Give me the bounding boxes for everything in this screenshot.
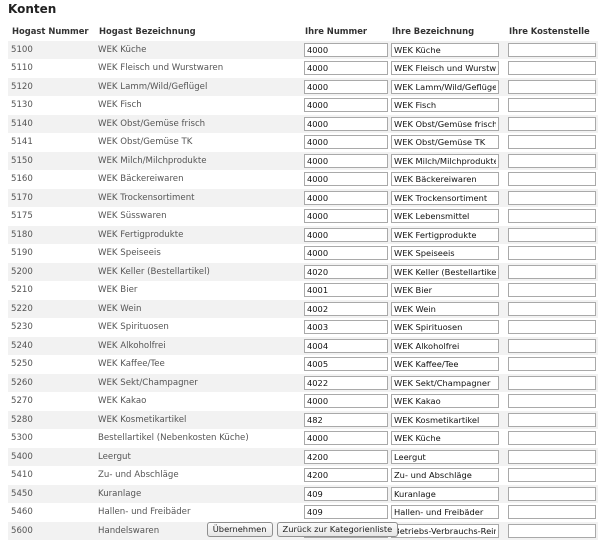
hogast-bezeichnung-cell: WEK Küche [95, 41, 301, 59]
ihre-nummer-input[interactable] [304, 61, 388, 75]
ihre-bezeichnung-cell [388, 133, 505, 152]
table-row [8, 59, 598, 78]
ihre-nummer-cell [301, 96, 388, 115]
hogast-nummer-cell: 5160 [8, 170, 95, 189]
hogast-bezeichnung-cell: Zu- und Abschläge [95, 466, 301, 485]
ihre-nummer-cell [301, 337, 388, 356]
ihre-kostenstelle-cell [505, 448, 598, 467]
table-header-row [8, 21, 598, 41]
table-row [8, 189, 598, 208]
hogast-nummer-cell: 5270 [8, 392, 95, 411]
ihre-bezeichnung-cell [388, 448, 505, 467]
ihre-kostenstelle-cell [505, 485, 598, 504]
ihre-bezeichnung-input[interactable] [391, 117, 499, 131]
ihre-nummer-input[interactable] [304, 468, 388, 482]
ihre-nummer-input[interactable] [304, 43, 388, 57]
ihre-bezeichnung-cell [388, 41, 505, 59]
table-row [8, 318, 598, 337]
ihre-bezeichnung-cell [388, 318, 505, 337]
ihre-nummer-input[interactable] [304, 135, 388, 149]
hogast-bezeichnung-cell: WEK Keller (Bestellartikel) [95, 263, 301, 282]
hogast-bezeichnung-cell: WEK Spirituosen [95, 318, 301, 337]
ihre-bezeichnung-cell [388, 170, 505, 189]
ihre-kostenstelle-input[interactable] [508, 61, 596, 75]
hogast-bezeichnung-cell: WEK Fertigprodukte [95, 226, 301, 245]
table-row [8, 170, 598, 189]
ihre-kostenstelle-cell [505, 429, 598, 448]
ihre-nummer-input[interactable] [304, 80, 388, 94]
ihre-nummer-input[interactable] [304, 376, 388, 390]
hogast-nummer-cell: 5140 [8, 115, 95, 134]
ihre-nummer-input[interactable] [304, 228, 388, 242]
table-row [8, 41, 598, 59]
ihre-nummer-cell [301, 466, 388, 485]
ihre-nummer-cell [301, 318, 388, 337]
ihre-nummer-cell [301, 411, 388, 430]
table-row [8, 411, 598, 430]
ihre-nummer-input[interactable] [304, 246, 388, 260]
table-row [8, 281, 598, 300]
ihre-bezeichnung-cell [388, 392, 505, 411]
ihre-bezeichnung-input[interactable] [391, 154, 499, 168]
ihre-kostenstelle-cell [505, 189, 598, 208]
ihre-bezeichnung-input[interactable] [391, 228, 499, 242]
hogast-bezeichnung-cell: WEK Wein [95, 300, 301, 319]
ihre-nummer-cell [301, 244, 388, 263]
ihre-nummer-input[interactable] [304, 302, 388, 316]
hogast-nummer-cell: 5190 [8, 244, 95, 263]
ihre-bezeichnung-input[interactable] [391, 376, 499, 390]
ihre-kostenstelle-input[interactable] [508, 431, 596, 445]
hogast-nummer-cell: 5110 [8, 59, 95, 78]
ihre-bezeichnung-input[interactable] [391, 61, 499, 75]
table-row [8, 78, 598, 97]
ihre-kostenstelle-cell [505, 41, 598, 59]
hogast-bezeichnung-cell: WEK Süsswaren [95, 207, 301, 226]
hogast-bezeichnung-cell: WEK Speiseeis [95, 244, 301, 263]
ihre-kostenstelle-cell [505, 300, 598, 319]
ihre-bezeichnung-cell [388, 207, 505, 226]
ihre-nummer-cell [301, 281, 388, 300]
ihre-nummer-cell [301, 152, 388, 171]
ihre-bezeichnung-cell [388, 300, 505, 319]
table-row [8, 226, 598, 245]
ihre-nummer-input[interactable] [304, 283, 388, 297]
ihre-bezeichnung-cell [388, 374, 505, 393]
hogast-nummer-cell: 5100 [8, 41, 95, 59]
table-row [8, 448, 598, 467]
ihre-nummer-cell [301, 170, 388, 189]
hogast-nummer-cell: 5280 [8, 411, 95, 430]
ihre-bezeichnung-input[interactable] [391, 172, 499, 186]
ihre-kostenstelle-cell [505, 96, 598, 115]
hogast-bezeichnung-cell: WEK Bäckereiwaren [95, 170, 301, 189]
hogast-nummer-cell: 5260 [8, 374, 95, 393]
ihre-nummer-cell [301, 448, 388, 467]
hogast-bezeichnung-cell: WEK Trockensortiment [95, 189, 301, 208]
ihre-nummer-input[interactable] [304, 320, 388, 334]
ihre-kostenstelle-cell [505, 411, 598, 430]
ihre-kostenstelle-input[interactable] [508, 468, 596, 482]
hogast-bezeichnung-cell: WEK Fleisch und Wurstwaren [95, 59, 301, 78]
header-ihre-nummer: Ihre Nummer [305, 26, 368, 36]
ihre-nummer-cell [301, 115, 388, 134]
ihre-bezeichnung-cell [388, 59, 505, 78]
ihre-bezeichnung-input[interactable] [391, 394, 499, 408]
ihre-kostenstelle-input[interactable] [508, 209, 596, 223]
ihre-kostenstelle-input[interactable] [508, 339, 596, 353]
ihre-bezeichnung-input[interactable] [391, 246, 499, 260]
ihre-kostenstelle-input[interactable] [508, 246, 596, 260]
ihre-bezeichnung-input[interactable] [391, 339, 499, 353]
ihre-kostenstelle-cell [505, 170, 598, 189]
hogast-bezeichnung-cell: Hallen- und Freibäder [95, 503, 301, 522]
table-row [8, 374, 598, 393]
ihre-kostenstelle-input[interactable] [508, 43, 596, 57]
ihre-bezeichnung-cell [388, 429, 505, 448]
ihre-nummer-cell [301, 355, 388, 374]
hogast-nummer-cell: 5460 [8, 503, 95, 522]
ihre-nummer-cell [301, 59, 388, 78]
hogast-nummer-cell: 5175 [8, 207, 95, 226]
header-hogast-bezeichnung: Hogast Bezeichnung [99, 26, 196, 36]
ihre-nummer-input[interactable] [304, 172, 388, 186]
ihre-nummer-input[interactable] [304, 413, 388, 427]
ihre-bezeichnung-input[interactable] [391, 191, 499, 205]
ihre-bezeichnung-cell [388, 226, 505, 245]
ihre-kostenstelle-cell [505, 318, 598, 337]
hogast-bezeichnung-cell: Leergut [95, 448, 301, 467]
ihre-kostenstelle-cell [505, 392, 598, 411]
ihre-nummer-input[interactable] [304, 339, 388, 353]
ihre-nummer-cell [301, 503, 388, 522]
hogast-nummer-cell: 5210 [8, 281, 95, 300]
ihre-bezeichnung-cell [388, 96, 505, 115]
hogast-nummer-cell: 5600 [8, 522, 95, 541]
ihre-bezeichnung-input[interactable] [391, 450, 499, 464]
hogast-bezeichnung-cell: WEK Obst/Gemüse frisch [95, 115, 301, 134]
ihre-nummer-cell [301, 429, 388, 448]
ihre-kostenstelle-input[interactable] [508, 487, 596, 501]
ihre-bezeichnung-input[interactable] [391, 283, 499, 297]
ihre-kostenstelle-cell [505, 226, 598, 245]
hogast-bezeichnung-cell: WEK Obst/Gemüse TK [95, 133, 301, 152]
hogast-nummer-cell: 5230 [8, 318, 95, 337]
ihre-kostenstelle-input[interactable] [508, 450, 596, 464]
ihre-bezeichnung-input[interactable] [391, 80, 499, 94]
ihre-bezeichnung-input[interactable] [391, 357, 499, 371]
hogast-nummer-cell: 5220 [8, 300, 95, 319]
hogast-bezeichnung-cell: WEK Milch/Milchprodukte [95, 152, 301, 171]
ihre-kostenstelle-cell [505, 115, 598, 134]
ihre-bezeichnung-input[interactable] [391, 505, 499, 519]
ihre-kostenstelle-cell [505, 466, 598, 485]
table-row [8, 96, 598, 115]
ihre-kostenstelle-input[interactable] [508, 80, 596, 94]
hogast-nummer-cell: 5141 [8, 133, 95, 152]
table-row [8, 503, 598, 522]
table-row [8, 429, 598, 448]
table-row [8, 466, 598, 485]
ihre-bezeichnung-input[interactable] [391, 302, 499, 316]
ihre-bezeichnung-input[interactable] [391, 43, 499, 57]
ihre-kostenstelle-input[interactable] [508, 98, 596, 112]
ihre-kostenstelle-input[interactable] [508, 117, 596, 131]
ihre-kostenstelle-cell [505, 281, 598, 300]
table-row [8, 485, 598, 504]
ihre-kostenstelle-cell [505, 337, 598, 356]
hogast-nummer-cell: 5200 [8, 263, 95, 282]
hogast-bezeichnung-cell: WEK Alkoholfrei [95, 337, 301, 356]
ihre-kostenstelle-input[interactable] [508, 394, 596, 408]
ihre-bezeichnung-cell [388, 244, 505, 263]
table-row [8, 392, 598, 411]
ihre-nummer-cell [301, 41, 388, 59]
ihre-bezeichnung-input[interactable] [391, 209, 499, 223]
table-row [8, 115, 598, 134]
ihre-bezeichnung-cell [388, 503, 505, 522]
ihre-bezeichnung-cell [388, 263, 505, 282]
ihre-kostenstelle-cell [505, 133, 598, 152]
hogast-nummer-cell: 5170 [8, 189, 95, 208]
ihre-nummer-input[interactable] [304, 357, 388, 371]
hogast-nummer-cell: 5450 [8, 485, 95, 504]
table-row [8, 300, 598, 319]
hogast-nummer-cell: 5150 [8, 152, 95, 171]
ihre-nummer-input[interactable] [304, 505, 388, 519]
hogast-bezeichnung-cell: Handelswaren [95, 522, 301, 541]
ihre-bezeichnung-cell [388, 337, 505, 356]
ihre-bezeichnung-cell [388, 355, 505, 374]
ihre-kostenstelle-cell [505, 59, 598, 78]
submit-button[interactable]: Übernehmen [207, 522, 273, 537]
ihre-nummer-cell [301, 374, 388, 393]
ihre-nummer-input[interactable] [304, 431, 388, 445]
ihre-bezeichnung-input[interactable] [391, 320, 499, 334]
ihre-kostenstelle-input[interactable] [508, 265, 596, 279]
page-title: Konten [8, 2, 57, 16]
ihre-kostenstelle-cell [505, 374, 598, 393]
header-ihre-bezeichnung: Ihre Bezeichnung [392, 26, 475, 36]
ihre-kostenstelle-input[interactable] [508, 320, 596, 334]
table-row [8, 337, 598, 356]
ihre-bezeichnung-input[interactable] [391, 487, 499, 501]
ihre-kostenstelle-cell [505, 207, 598, 226]
ihre-kostenstelle-cell [505, 152, 598, 171]
table-row [8, 207, 598, 226]
ihre-bezeichnung-input[interactable] [391, 265, 499, 279]
table-row [8, 133, 598, 152]
hogast-nummer-cell: 5130 [8, 96, 95, 115]
hogast-bezeichnung-cell: WEK Kosmetikartikel [95, 411, 301, 430]
hogast-nummer-cell: 5400 [8, 448, 95, 467]
ihre-nummer-cell [301, 263, 388, 282]
hogast-nummer-cell: 5250 [8, 355, 95, 374]
ihre-kostenstelle-input[interactable] [508, 172, 596, 186]
konten-table [8, 21, 598, 541]
ihre-bezeichnung-cell [388, 189, 505, 208]
table-row [8, 244, 598, 263]
ihre-bezeichnung-cell [388, 466, 505, 485]
ihre-kostenstelle-input[interactable] [508, 357, 596, 371]
ihre-nummer-input[interactable] [304, 117, 388, 131]
hogast-bezeichnung-cell: WEK Fisch [95, 96, 301, 115]
ihre-nummer-cell [301, 485, 388, 504]
ihre-bezeichnung-cell [388, 411, 505, 430]
ihre-bezeichnung-cell [388, 78, 505, 97]
ihre-nummer-input[interactable] [304, 265, 388, 279]
header-hogast-nummer: Hogast Nummer [12, 26, 89, 36]
ihre-bezeichnung-cell [388, 485, 505, 504]
ihre-kostenstelle-input[interactable] [508, 413, 596, 427]
ihre-kostenstelle-input[interactable] [508, 228, 596, 242]
hogast-nummer-cell: 5180 [8, 226, 95, 245]
hogast-bezeichnung-cell: WEK Bier [95, 281, 301, 300]
back-to-categories-button[interactable]: Zurück zur Kategorienliste [277, 522, 399, 537]
ihre-kostenstelle-cell [505, 263, 598, 282]
button-row [0, 522, 605, 537]
ihre-nummer-cell [301, 189, 388, 208]
ihre-nummer-input[interactable] [304, 394, 388, 408]
ihre-bezeichnung-input[interactable] [391, 468, 499, 482]
hogast-bezeichnung-cell: WEK Kakao [95, 392, 301, 411]
ihre-bezeichnung-input[interactable] [391, 413, 499, 427]
ihre-kostenstelle-input[interactable] [508, 376, 596, 390]
ihre-nummer-input[interactable] [304, 98, 388, 112]
hogast-nummer-cell: 5410 [8, 466, 95, 485]
ihre-nummer-cell [301, 392, 388, 411]
hogast-bezeichnung-cell: Kuranlage [95, 485, 301, 504]
ihre-bezeichnung-cell [388, 115, 505, 134]
ihre-bezeichnung-cell [388, 152, 505, 171]
ihre-bezeichnung-cell [388, 281, 505, 300]
hogast-bezeichnung-cell: Bestellartikel (Nebenkosten Küche) [95, 429, 301, 448]
ihre-nummer-input[interactable] [304, 209, 388, 223]
ihre-kostenstelle-input[interactable] [508, 505, 596, 519]
table-row [8, 263, 598, 282]
ihre-kostenstelle-cell [505, 355, 598, 374]
ihre-kostenstelle-input[interactable] [508, 283, 596, 297]
hogast-bezeichnung-cell: WEK Kaffee/Tee [95, 355, 301, 374]
ihre-kostenstelle-input[interactable] [508, 154, 596, 168]
ihre-nummer-cell [301, 207, 388, 226]
ihre-nummer-cell [301, 133, 388, 152]
hogast-bezeichnung-cell: WEK Lamm/Wild/Geflügel [95, 78, 301, 97]
hogast-bezeichnung-cell: WEK Sekt/Champagner [95, 374, 301, 393]
hogast-nummer-cell: 5300 [8, 429, 95, 448]
table-row [8, 355, 598, 374]
ihre-kostenstelle-cell [505, 244, 598, 263]
ihre-bezeichnung-input[interactable] [391, 98, 499, 112]
ihre-kostenstelle-cell [505, 78, 598, 97]
ihre-kostenstelle-input[interactable] [508, 302, 596, 316]
ihre-nummer-cell [301, 300, 388, 319]
ihre-nummer-input[interactable] [304, 450, 388, 464]
ihre-nummer-input[interactable] [304, 154, 388, 168]
ihre-nummer-cell [301, 78, 388, 97]
table-row [8, 152, 598, 171]
hogast-nummer-cell: 5120 [8, 78, 95, 97]
ihre-kostenstelle-cell [505, 503, 598, 522]
ihre-nummer-cell [301, 226, 388, 245]
header-ihre-kostenstelle: Ihre Kostenstelle [509, 26, 590, 36]
ihre-nummer-input[interactable] [304, 191, 388, 205]
ihre-kostenstelle-input[interactable] [508, 135, 596, 149]
ihre-kostenstelle-input[interactable] [508, 191, 596, 205]
hogast-nummer-cell: 5240 [8, 337, 95, 356]
ihre-nummer-input[interactable] [304, 487, 388, 501]
ihre-bezeichnung-input[interactable] [391, 135, 499, 149]
ihre-bezeichnung-input[interactable] [391, 431, 499, 445]
